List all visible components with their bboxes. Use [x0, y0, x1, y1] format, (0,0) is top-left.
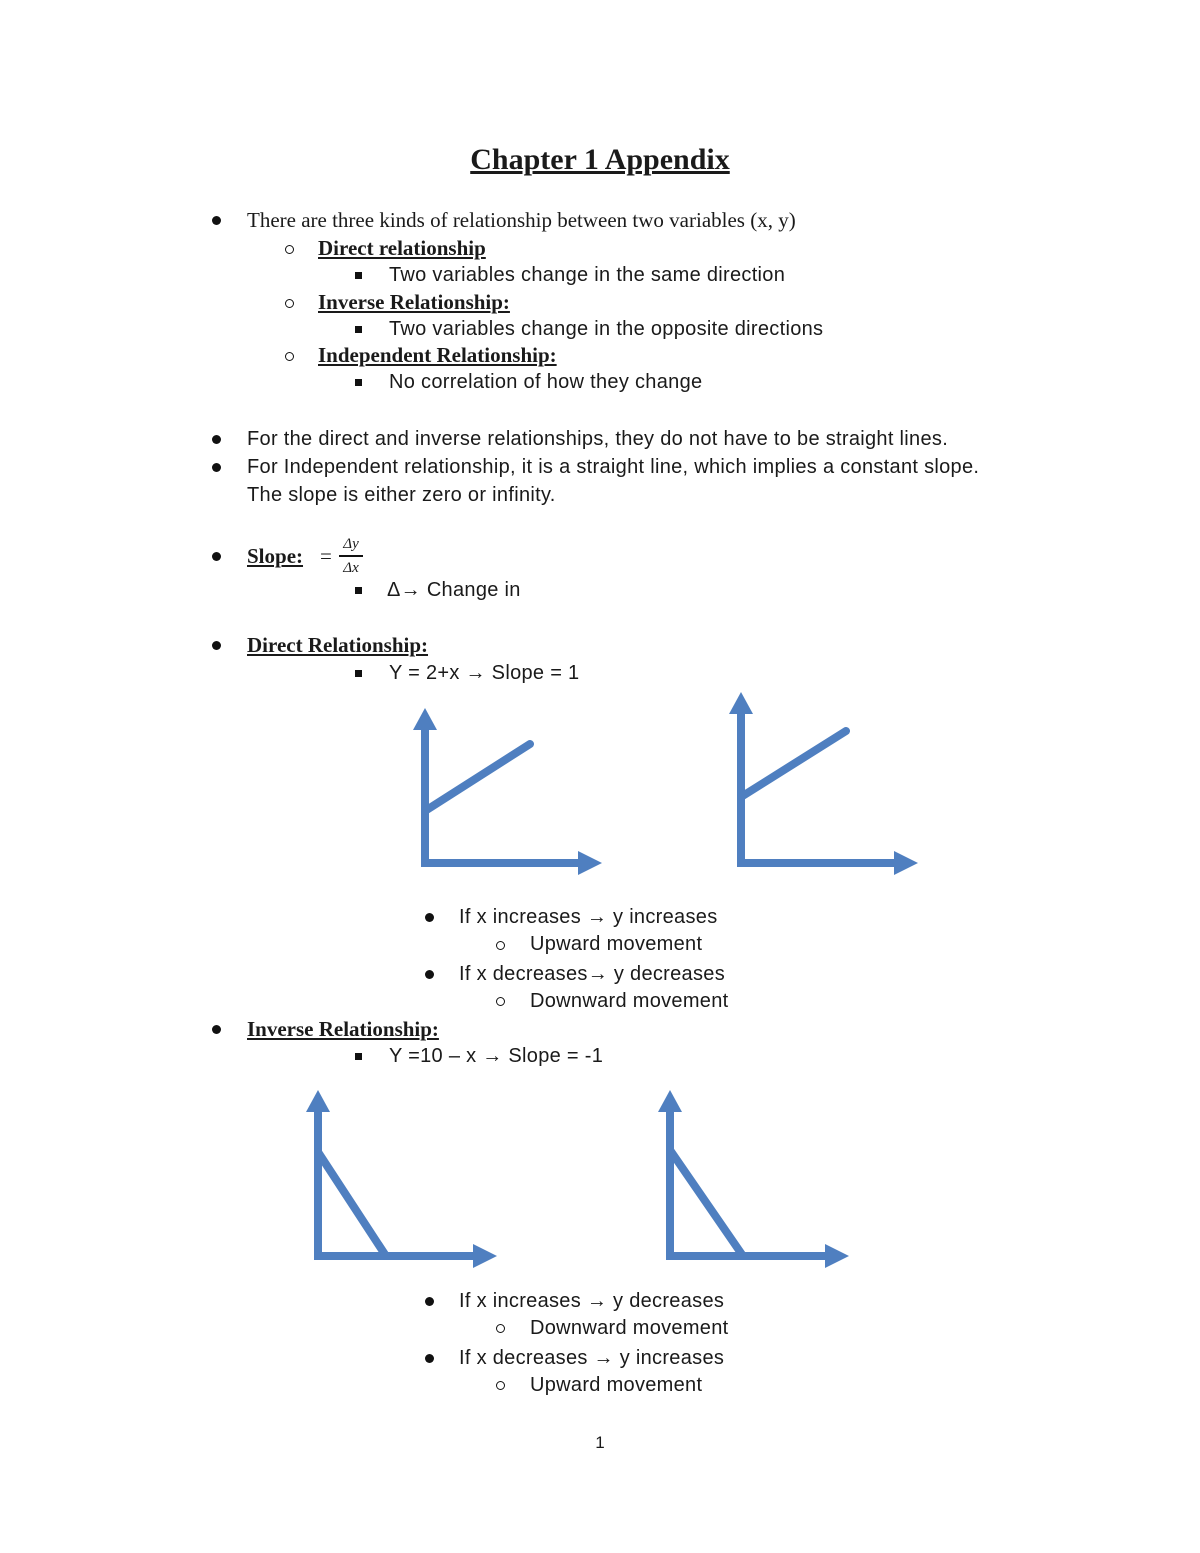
- note-independent-line2: The slope is either zero or infinity.: [247, 484, 556, 506]
- slope-label: Slope:: [247, 544, 304, 568]
- bullet-disc-icon: [212, 1025, 221, 1034]
- page-title: Chapter 1 Appendix: [470, 143, 730, 176]
- bullet-disc-icon: [212, 463, 221, 472]
- kind-inverse-label: Inverse Relationship:: [318, 290, 510, 314]
- page-number: 1: [595, 1433, 605, 1452]
- bullet-square-icon: [355, 272, 362, 279]
- intro-text: There are three kinds of relationship between two variables (x, y): [247, 208, 796, 232]
- bullet-square-icon: [355, 1053, 362, 1060]
- bullet-square-icon: [355, 326, 362, 333]
- kind-independent-desc: No correlation of how they change: [389, 371, 703, 393]
- bullet-disc-icon: [425, 1354, 434, 1363]
- bullet-circle-icon: [285, 352, 294, 361]
- bullet-square-icon: [355, 379, 362, 386]
- direct-item-2: If x decreases→ y decreases: [459, 963, 725, 985]
- note-independent-line1: For Independent relationship, it is a straight line, which implies a constant slope.: [247, 456, 980, 478]
- bullet-circle-icon: [496, 1324, 505, 1333]
- bullet-circle-icon: [496, 941, 505, 950]
- bullet-disc-icon: [212, 216, 221, 225]
- kind-independent-label: Independent Relationship:: [318, 343, 557, 367]
- bullet-circle-icon: [496, 1381, 505, 1390]
- inverse-graph-right: [645, 1082, 865, 1282]
- direct-heading: Direct Relationship:: [247, 633, 429, 657]
- direct-graph-right: [716, 686, 936, 886]
- bullet-circle-icon: [496, 997, 505, 1006]
- kind-direct-label: Direct relationship: [318, 236, 486, 260]
- bullet-circle-icon: [285, 299, 294, 308]
- slope-numerator: Δy: [343, 536, 359, 552]
- bullet-disc-icon: [212, 641, 221, 650]
- bullet-square-icon: [355, 670, 362, 677]
- kind-inverse-desc: Two variables change in the opposite directions: [389, 318, 824, 340]
- direct-item-1-sub: Upward movement: [530, 933, 703, 955]
- direct-item-2-sub: Downward movement: [530, 990, 729, 1012]
- kind-direct-desc: Two variables change in the same direction: [389, 264, 786, 286]
- inverse-item-1-sub: Downward movement: [530, 1317, 729, 1339]
- delta-note: Δ→ Change in: [387, 579, 521, 601]
- slope-equals: =: [320, 544, 332, 568]
- bullet-disc-icon: [212, 552, 221, 561]
- bullet-square-icon: [355, 587, 362, 594]
- direct-item-1: If x increases → y increases: [459, 906, 718, 928]
- slope-denominator: Δx: [343, 560, 359, 576]
- inverse-item-2: If x decreases → y increases: [459, 1347, 725, 1369]
- bullet-disc-icon: [425, 1297, 434, 1306]
- note-straight-lines: For the direct and inverse relationships, they do not have to be straight lines.: [247, 428, 949, 450]
- axis-arrow-icon: [413, 708, 602, 875]
- inverse-item-1: If x increases → y decreases: [459, 1290, 725, 1312]
- bullet-disc-icon: [425, 970, 434, 979]
- direct-graph-left: [400, 700, 620, 890]
- direct-equation: Y = 2+x → Slope = 1: [389, 662, 580, 684]
- direct-line: [425, 744, 530, 811]
- inverse-graph-left: [293, 1082, 513, 1282]
- slope-fraction-bar: [339, 555, 363, 557]
- bullet-disc-icon: [425, 913, 434, 922]
- bullet-disc-icon: [212, 435, 221, 444]
- inverse-heading: Inverse Relationship:: [247, 1017, 439, 1041]
- inverse-item-2-sub: Upward movement: [530, 1374, 703, 1396]
- direct-line: [741, 731, 846, 797]
- inverse-line: [318, 1152, 386, 1256]
- bullet-circle-icon: [285, 245, 294, 254]
- inverse-line: [670, 1150, 743, 1256]
- inverse-equation: Y =10 – x → Slope = -1: [389, 1045, 604, 1067]
